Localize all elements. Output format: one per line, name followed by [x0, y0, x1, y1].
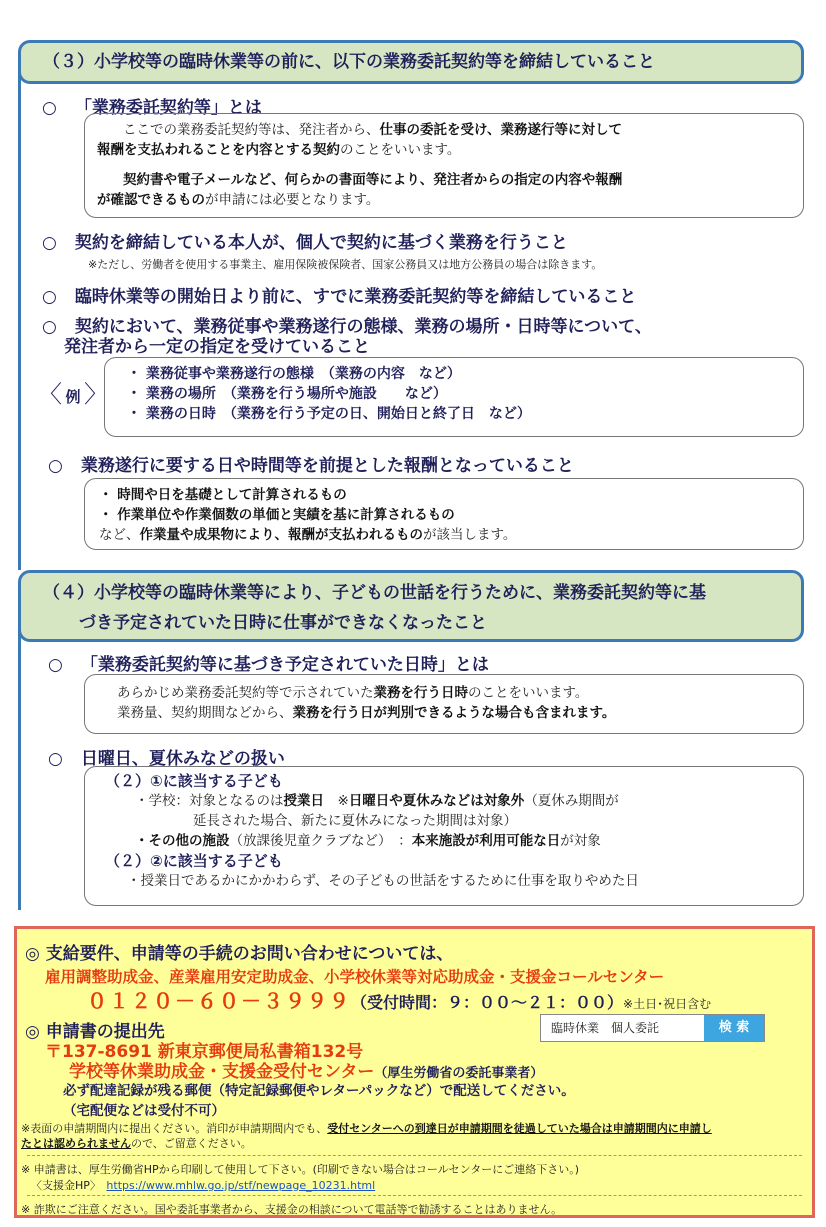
- circle-mark: ○: [42, 317, 57, 337]
- inquiry-title: ◎ 支給要件、申請等の手続のお問い合わせについては、: [25, 944, 454, 964]
- text: （夏休み期間が: [524, 793, 619, 809]
- box-line: ・授業日であるかにかかわらず、その子どもの世話をするために仕事を取りやめた日: [127, 873, 639, 889]
- text-bold: 報酬を支払われることを内容とする契約: [97, 142, 340, 158]
- text: ここでの業務委託契約等は、発注者から、: [123, 122, 380, 138]
- submission-title: ◎ 申請書の提出先: [25, 1022, 165, 1042]
- text-bold: 業務を行う日が判別できるような場合も含まれます。: [292, 705, 616, 721]
- text: が該当します。: [423, 527, 517, 543]
- hours-note: ※土日･祝日含む: [623, 997, 712, 1011]
- section4-header: [18, 570, 804, 642]
- text-bold: 仕事の委託を受け、業務遂行等に対して: [379, 122, 622, 138]
- deadline-note: [21, 1121, 712, 1151]
- circle-mark: ○: [42, 287, 57, 307]
- contract-definition-box: [84, 113, 804, 218]
- circle-mark: ○: [48, 456, 63, 476]
- call-center-name: 雇用調整助成金、産業雇用安定助成金、小学校休業等対応助成金・支援金コールセンター: [45, 968, 665, 986]
- reception-center-note: （厚生労働省の委託事業者）: [374, 1066, 544, 1081]
- text: のことをいいます。: [340, 142, 461, 158]
- box-line: ・ 時間や日を基礎として計算されるもの: [99, 487, 347, 503]
- individual-exception-note: ※ただし、労働者を使用する事業主、雇用保険被保険者、国家公務員又は地方公務員の場合は除きます。: [88, 258, 603, 271]
- circle-mark: ○: [42, 98, 57, 118]
- text: ・学校：対象となるのは: [135, 793, 284, 809]
- divider: [27, 1155, 802, 1156]
- contact-info-box: [14, 926, 815, 1218]
- example-item: ・ 業務の日時 （業務を行う予定の日、開始日と終了日 など）: [127, 406, 531, 422]
- reception-center-name: 学校等休業助成金・支援金受付センター: [69, 1062, 375, 1082]
- text-bold: たとは認められません: [21, 1137, 131, 1150]
- item-title-text: 「業務委託契約等」とは: [74, 98, 262, 118]
- section3-left-bar: [18, 60, 21, 570]
- text-bold: 契約書や電子メールなど、何らかの書面等により、発注者からの指定の内容や報酬: [123, 172, 623, 188]
- header-line: づき予定されていた日時に仕事ができなくなったこと: [79, 613, 487, 633]
- item-remuneration-title: [48, 451, 574, 476]
- search-keywords: 臨時休業 個人委託: [551, 1021, 660, 1035]
- header-line: （４）小学校等の臨時休業等により、子どもの世話を行うために、業務委託契約等に基: [43, 583, 706, 603]
- text-bold: 授業日: [283, 793, 324, 809]
- text: ので、ご留意ください。: [131, 1137, 252, 1150]
- remuneration-box: [84, 478, 804, 550]
- box-line: [97, 120, 793, 140]
- search-button[interactable]: 検 索: [704, 1015, 764, 1041]
- box-line: [105, 831, 803, 851]
- text: が対象: [560, 833, 601, 849]
- examples-box: [104, 357, 804, 437]
- box-line: [99, 525, 803, 545]
- text: ※表面の申請期間内に提出ください。消印が申請期間内でも、: [21, 1122, 328, 1135]
- circle-mark: ○: [48, 655, 63, 675]
- courier-not-accepted: （宅配便などは受付不可）: [63, 1103, 225, 1119]
- phone-line: [87, 985, 711, 1014]
- mail-instruction: 必ず配達記録が残る郵便（特定記録郵便やレターパックなど）で配送してください。: [63, 1083, 575, 1099]
- text-bold: ・その他の施設: [135, 833, 230, 849]
- item-title-text: 日曜日、夏休みなどの扱い: [80, 749, 285, 769]
- item-title-text: 契約において、業務従事や業務遂行の態様、業務の場所・日時等について、: [74, 317, 652, 337]
- text-bold: 受付センターへの到達日が申請期間を徒過していた場合は申請期間内に申請し: [327, 1122, 712, 1135]
- item-designation-title-cont: 発注者から一定の指定を受けていること: [64, 337, 370, 357]
- text: のことをいいます。: [468, 685, 589, 701]
- item-prior-contract-title: [42, 282, 636, 307]
- item-individual-title: [42, 228, 568, 253]
- form-print-note: ※ 申請書は、厚生労働省HPから印刷して使用して下さい。(印刷できない場合はコールセンターにご連絡下さい。): [21, 1163, 580, 1176]
- scheduled-dates-box: [84, 674, 804, 734]
- holidays-box: [84, 766, 804, 906]
- text-bold: 作業量や成果物により、報酬が支払われるもの: [139, 527, 423, 543]
- box-line: [105, 791, 803, 811]
- fraud-warning: ※ 詐欺にご注意ください。国や委託事業者から、支援金の相談について電話等で勧誘することはありません。: [21, 1203, 563, 1216]
- circle-mark: ○: [48, 749, 63, 769]
- text: ※: [324, 793, 349, 809]
- section3-header: （３）小学校等の臨時休業等の前に、以下の業務委託契約等を締結していること: [18, 40, 804, 84]
- support-hp-link[interactable]: https://www.mhlw.go.jp/stf/newpage_10231.html: [106, 1179, 376, 1192]
- box-line: [97, 170, 793, 190]
- phone-number: ０１２０－６０－３９９９: [87, 989, 351, 1013]
- example-item: ・ 業務の場所 （業務を行う場所や施設 など）: [127, 386, 447, 402]
- text: が申請には必要となります。: [205, 192, 380, 208]
- box-line: 延長された場合、新たに夏休みになった期間は対象）: [193, 813, 517, 829]
- text: 業務量、契約期間などから、: [117, 705, 293, 721]
- section4-left-bar: [18, 600, 21, 910]
- text-bold: 業務を行う日時: [373, 685, 468, 701]
- hp-label: 〈支援金HP〉: [31, 1179, 96, 1192]
- postal-address: 〒137-8691 新東京郵便局私書箱132号: [45, 1042, 364, 1062]
- example-item: ・ 業務従事や業務遂行の態様 （業務の内容 など）: [127, 366, 461, 382]
- text-bold: 本来施設が利用可能な日: [411, 833, 561, 849]
- text-bold: が確認できるもの: [97, 192, 205, 208]
- circle-mark: ○: [42, 233, 57, 253]
- box-line: [97, 190, 793, 210]
- divider: [27, 1195, 802, 1196]
- box-subheading: （２）①に該当する子ども: [105, 772, 283, 790]
- box-line: [117, 703, 803, 723]
- box-line: [117, 683, 803, 703]
- item-title-text: 臨時休業等の開始日より前に、すでに業務委託契約等を締結していること: [74, 287, 637, 307]
- search-box[interactable]: [540, 1014, 765, 1042]
- text-bold: 日曜日や夏休みなどは対象外: [348, 793, 525, 809]
- box-line: ・ 作業単位や作業個数の単価と実績を基に計算されるもの: [99, 507, 455, 523]
- item-scheduled-dates-title: [48, 650, 489, 675]
- item-title-text: 契約を締結している本人が、個人で契約に基づく業務を行うこと: [74, 233, 568, 253]
- box-subheading: （２）②に該当する子ども: [105, 852, 283, 870]
- item-title-text: 「業務委託契約等に基づき予定されていた日時」とは: [80, 655, 489, 675]
- text: など、: [99, 527, 140, 543]
- item-title-text: 業務遂行に要する日や時間等を前提とした報酬となっていること: [80, 456, 574, 476]
- reception-hours: （受付時間：９：００～２１：００）: [351, 993, 624, 1012]
- text: （放課後児童クラブなど） ：: [229, 833, 412, 849]
- example-label: 〈 例 〉: [46, 384, 100, 410]
- box-line: [97, 140, 793, 160]
- text: あらかじめ業務委託契約等で示されていた: [117, 685, 374, 701]
- support-hp-line: [31, 1177, 375, 1193]
